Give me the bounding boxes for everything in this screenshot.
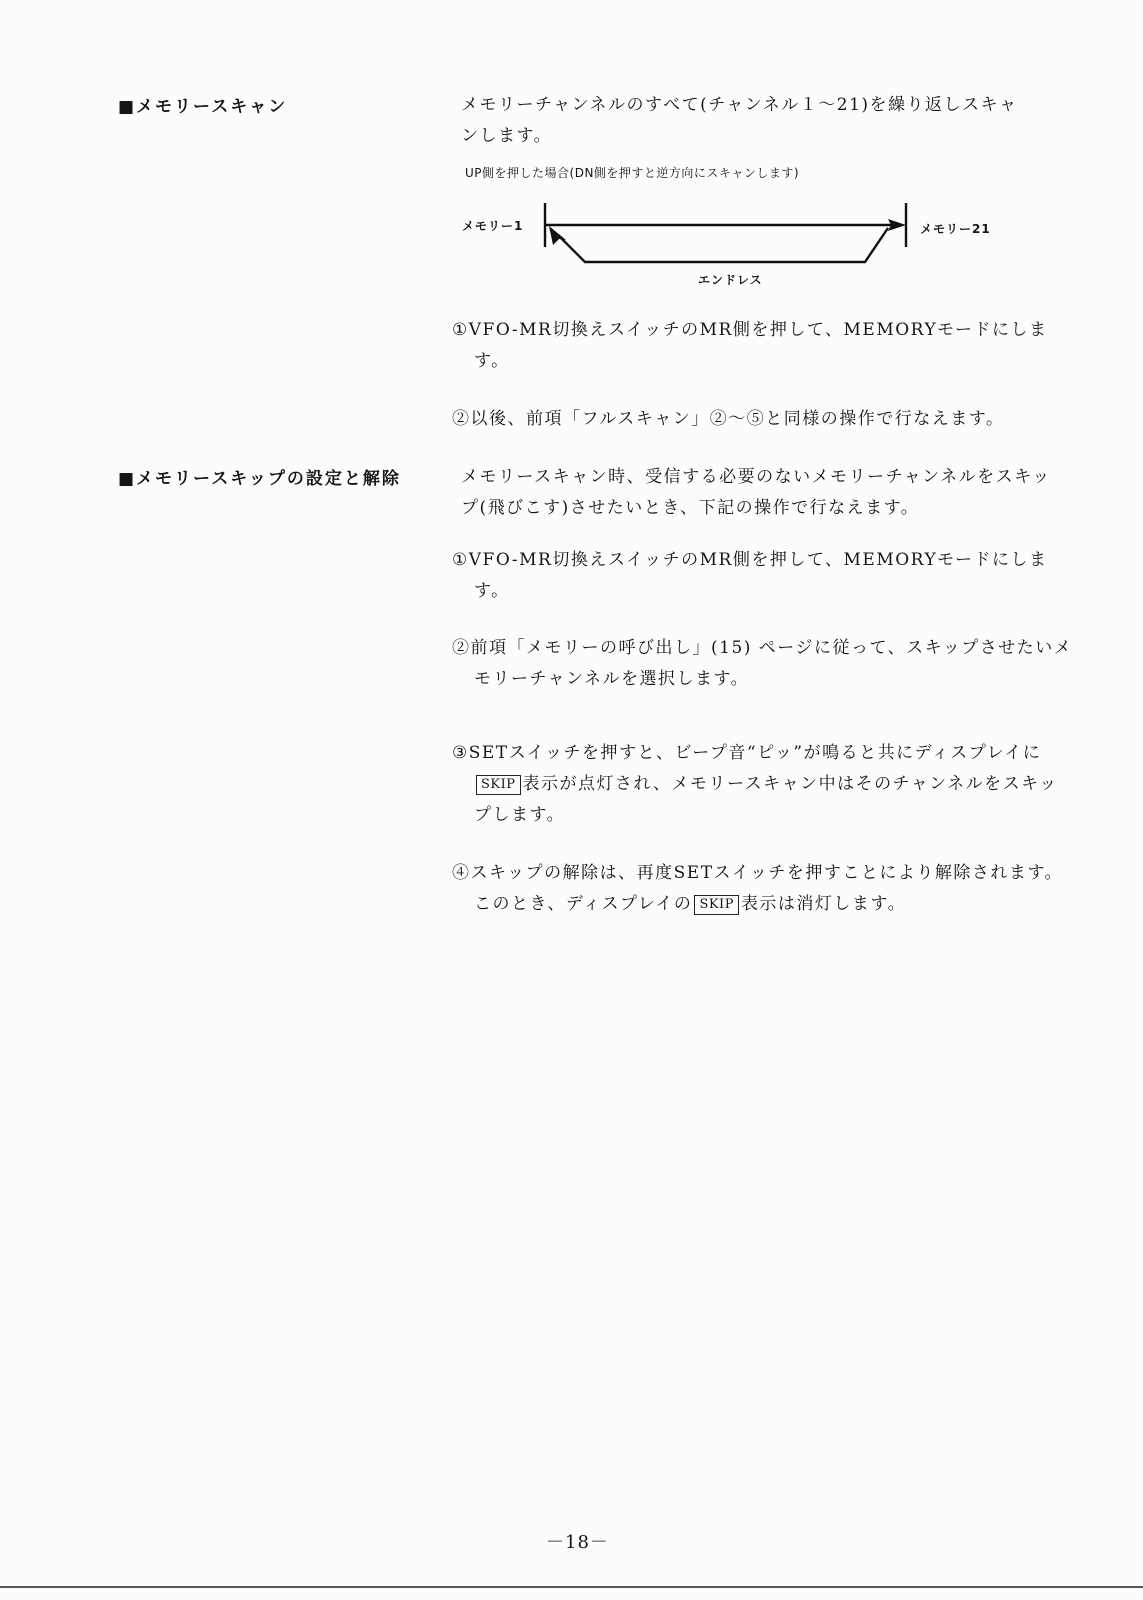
diagram-label-memory-21: メモリー21 [920, 222, 991, 236]
memory-scan-intro-line1: メモリーチャンネルのすべて(チャンネル１～21)を繰り返しスキャ [461, 95, 1018, 115]
section-heading-memory-scan: ■メモリースキャン [118, 97, 288, 117]
diagram-return-arrowhead [549, 226, 566, 245]
skip-indicator: SKIP [694, 895, 739, 915]
memory-skip-step-1: ①VFO-MR切換えスイッチのMR側を押して、MEMORYモードにします。 [452, 550, 1048, 601]
step-3-text-b: 表示が点灯され、メモリースキャン中はそのチャンネルをスキップします。 [474, 774, 1058, 825]
diagram-label-memory-1: メモリー1 [462, 219, 524, 233]
memory-scan-step-2: ②以後、前項「フルスキャン」②～⑤と同様の操作で行なえます。 [452, 409, 1005, 429]
section-heading-memory-skip: ■メモリースキップの設定と解除 [118, 469, 401, 489]
bottom-divider [0, 1586, 1143, 1588]
memory-skip-step-2: ②前項「メモリーの呼び出し」(15) ページに従って、スキップさせたいメモリーチャンネルを選択します。 [452, 638, 1073, 689]
step-4-text-b: 表示は消灯します。 [740, 894, 907, 914]
skip-indicator: SKIP [476, 775, 521, 795]
memory-skip-step-3 [452, 738, 1074, 831]
diagram-label-endless: エンドレス [698, 273, 763, 287]
scan-diagram [460, 195, 1020, 295]
diagram-return-line [558, 228, 888, 262]
memory-skip-intro: メモリースキャン時、受信する必要のないメモリーチャンネルをスキップ(飛びこす)させたいとき、下記の操作で行なえます。 [461, 467, 1051, 518]
step-3-text-a: ③SETスイッチを押すと、ビープ音“ピッ”が鳴ると共にディスプレイに [452, 743, 1042, 763]
page-number: －18－ [546, 1532, 609, 1553]
memory-scan-intro [461, 90, 1051, 152]
memory-scan-intro-line2: ンします。 [461, 126, 553, 146]
memory-scan-step-1: ①VFO-MR切換えスイッチのMR側を押して、MEMORYモードにします。 [452, 320, 1048, 371]
step-4-text-a: ④スキップの解除は、再度SETスイッチを押すことにより解除されます。このとき、ディスプレイの [452, 863, 1064, 914]
diagram-caption: UP側を押した場合(DN側を押すと逆方向にスキャンします) [465, 166, 800, 180]
memory-skip-step-4 [452, 858, 1074, 920]
